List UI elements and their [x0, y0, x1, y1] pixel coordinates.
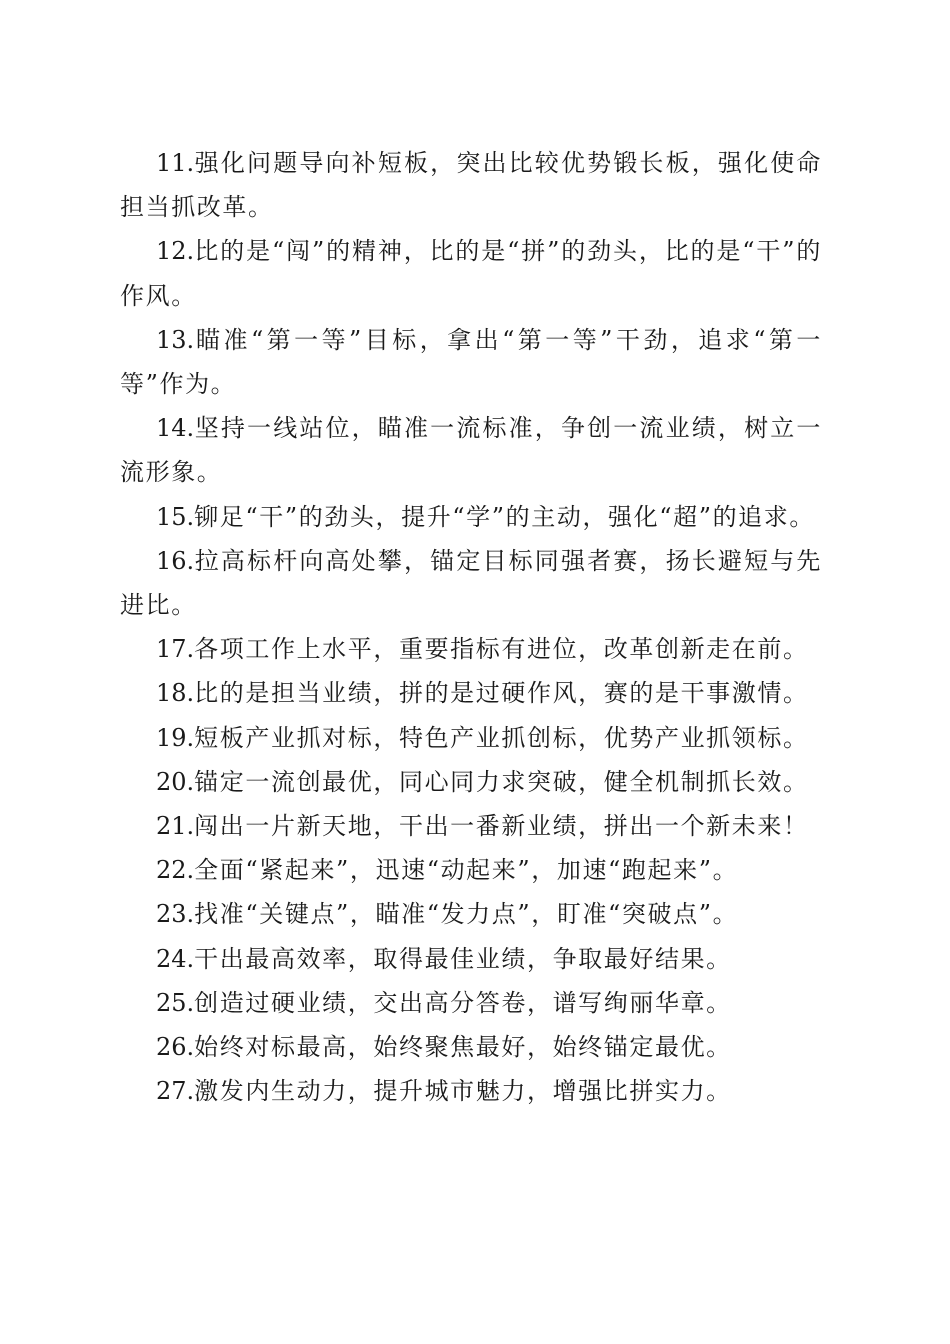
list-item — [120, 1025, 822, 1069]
list-item — [120, 539, 822, 627]
item-number: 16. — [156, 546, 195, 575]
list-item — [120, 406, 822, 494]
item-number: 19. — [156, 723, 195, 752]
item-number: 24. — [156, 944, 195, 973]
list-item — [120, 229, 822, 317]
item-number: 15. — [156, 502, 195, 531]
item-number: 17. — [156, 635, 195, 664]
item-text: 始终对标最高，始终聚焦最好，始终锚定最优。 — [194, 1033, 732, 1062]
item-number: 27. — [156, 1077, 195, 1106]
item-text: 坚持一线站位，瞄准一流标准，争创一流业绩，树立一流形象。 — [120, 414, 822, 487]
list-item — [120, 848, 822, 892]
list-item — [120, 892, 822, 936]
item-number: 25. — [156, 988, 195, 1017]
item-number: 20. — [156, 767, 195, 796]
item-text: 全面“紧起来”，迅速“动起来”，加速“跑起来”。 — [194, 856, 739, 885]
item-text: 瞄准“第一等”目标，拿出“第一等”干劲，追求“第一等”作为。 — [120, 325, 822, 399]
list-item — [120, 1069, 822, 1113]
item-text: 激发内生动力，提升城市魅力，增强比拼实力。 — [194, 1077, 732, 1106]
item-number: 13. — [156, 325, 195, 354]
item-number: 23. — [156, 900, 195, 929]
item-number: 14. — [156, 414, 195, 443]
item-text: 找准“关键点”，瞄准“发力点”，盯准“突破点”。 — [194, 900, 739, 929]
list-item — [120, 318, 822, 406]
list-item — [120, 981, 822, 1025]
list-item — [120, 760, 822, 804]
item-text: 比的是“闯”的精神，比的是“拼”的劲头，比的是“干”的作风。 — [120, 237, 822, 310]
list-item — [120, 937, 822, 981]
list-item — [120, 804, 822, 848]
item-text: 铆足“干”的劲头，提升“学”的主动，强化“超”的追求。 — [194, 502, 815, 531]
item-text: 创造过硬业绩，交出高分答卷，谱写绚丽华章。 — [194, 988, 732, 1017]
list-item — [120, 671, 822, 715]
item-number: 26. — [156, 1033, 195, 1062]
item-text: 锚定一流创最优，同心同力求突破，健全机制抓长效。 — [194, 767, 809, 796]
item-text: 闯出一片新天地，干出一番新业绩，拼出一个新未来！ — [194, 812, 809, 841]
document-body — [120, 141, 822, 1113]
list-item — [120, 716, 822, 760]
item-text: 比的是担当业绩，拼的是过硬作风，赛的是干事激情。 — [194, 679, 809, 708]
item-number: 22. — [156, 856, 195, 885]
item-number: 12. — [156, 237, 195, 266]
item-number: 11. — [156, 149, 195, 177]
item-text: 各项工作上水平，重要指标有进位，改革创新走在前。 — [194, 635, 809, 664]
list-item — [120, 495, 822, 539]
item-number: 18. — [156, 679, 195, 708]
item-text: 干出最高效率，取得最佳业绩，争取最好结果。 — [194, 944, 732, 973]
item-number: 21. — [156, 812, 195, 841]
item-text: 拉高标杆向高处攀，锚定目标同强者赛，扬长避短与先进比。 — [120, 546, 822, 620]
item-text: 短板产业抓对标，特色产业抓创标，优势产业抓领标。 — [194, 723, 809, 752]
list-item — [120, 627, 822, 671]
list-item — [120, 141, 822, 229]
item-text: 强化问题导向补短板，突出比较优势锻长板，强化使命担当抓改革。 — [120, 149, 822, 222]
